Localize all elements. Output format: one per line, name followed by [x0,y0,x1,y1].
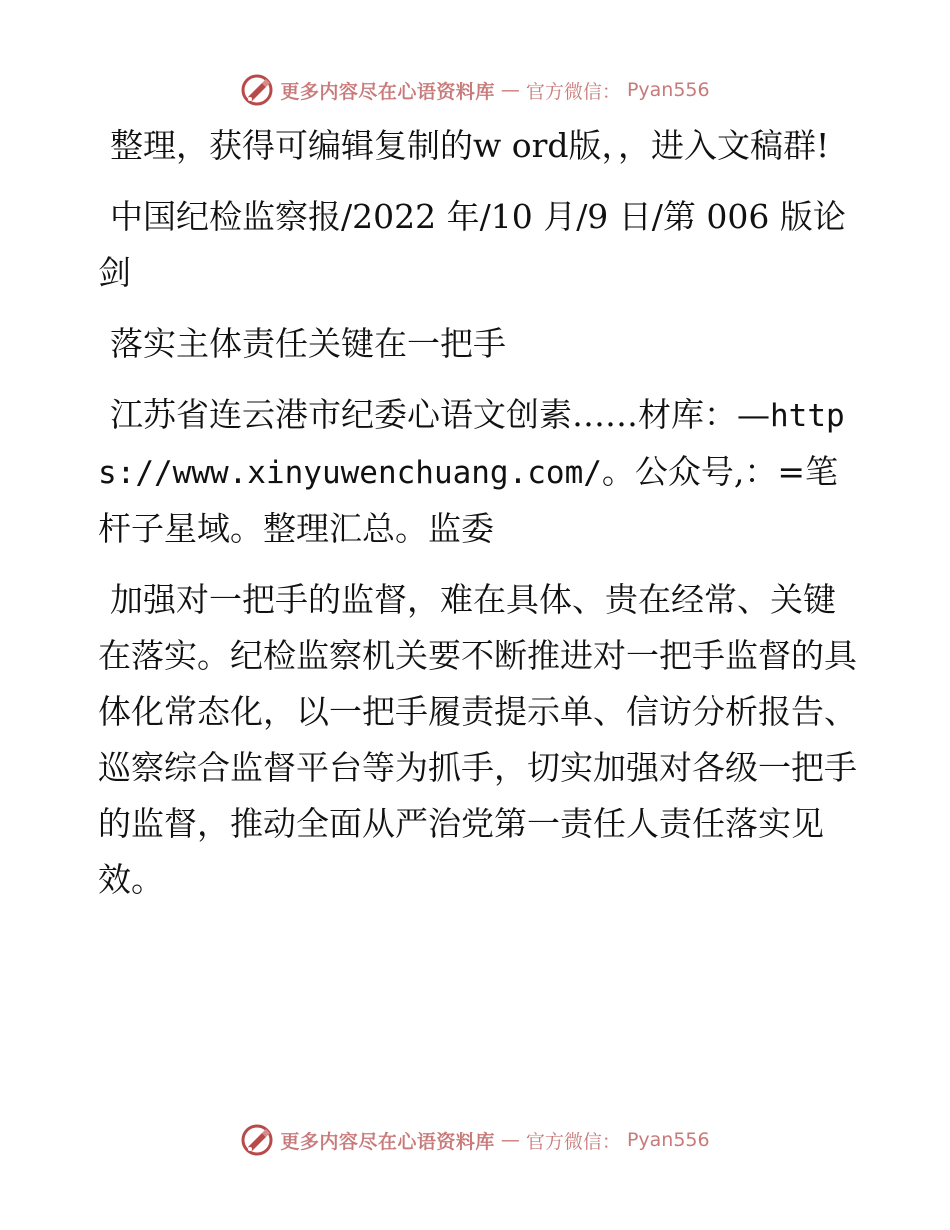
author-line-part2: 。公众号,：=笔杆子星域。整理汇总。监委 [98,452,839,548]
footer-banner-content [240,1123,709,1157]
document-body [98,118,858,923]
article-title: 落实主体责任关键在一把手 [110,324,506,363]
footer-banner [0,1120,950,1160]
header-banner [0,70,950,110]
footer-banner-separator: — [500,1129,520,1151]
banner-title: 更多内容尽在心语资料库 [280,80,495,103]
pen-seal-icon [240,1123,274,1157]
banner-weixin-id: Pyan556 [626,79,710,101]
banner-separator: — [500,79,520,101]
author-line-part1: 江苏省连云港市纪委心语文创素……材库：— [110,395,770,434]
banner-content [240,73,709,107]
intro-paragraph: 整理，获得可编辑复制的w ord版，，进入文稿群! [110,126,830,165]
body-paragraph: 加强对一把手的监督，难在具体、贵在经常、关键在落实。纪检监察机关要不断推进对一把手监督的具体化常态化，以一把手履责提示单、信访分析报告、巡察综合监督平台等为抓手，切实加强对各级一把手的监督，推动全面从严治党第一责任人责任落实见效。 [98,580,857,899]
footer-banner-weixin-label: 官方微信： [525,1130,621,1153]
author-line [98,387,858,557]
source-line: 中国纪检监察报/2022 年/10 月/9 日/第 006 版论剑 [98,197,846,292]
pen-seal-icon [240,73,274,107]
footer-banner-title: 更多内容尽在心语资料库 [280,1130,495,1153]
website-url[interactable]: https://www.xinyuwenchuang.com/ [98,398,845,491]
footer-banner-weixin-id: Pyan556 [626,1129,710,1151]
banner-weixin-label: 官方微信： [525,80,621,103]
